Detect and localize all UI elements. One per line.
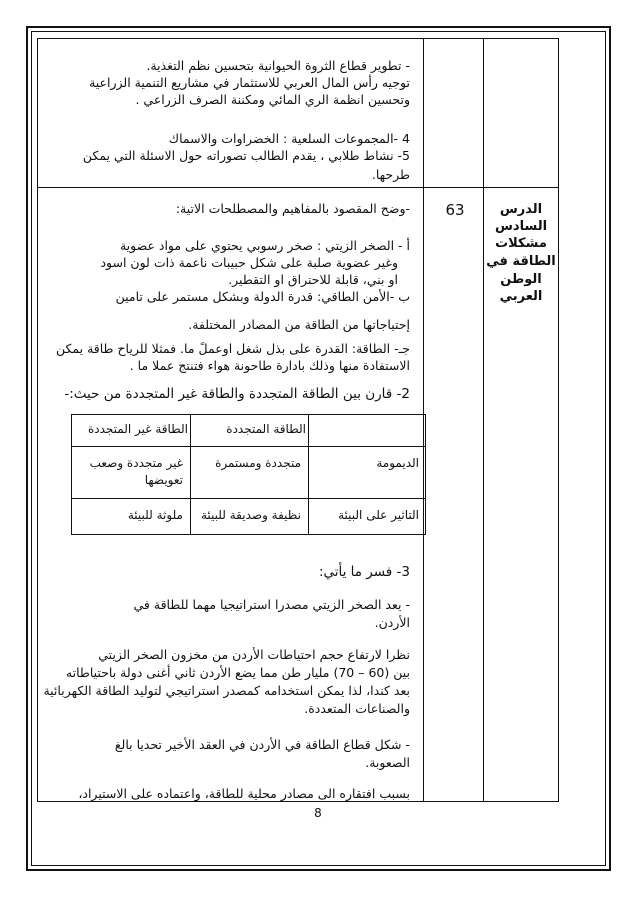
nonrenewable-environment: ملوثة للبيئة [127,508,183,522]
row1-line: - تطوير قطاع الثروة الحيوانية بتحسين نظم التغذية. [146,58,410,73]
comparison-row-divider [72,498,425,499]
term-a-line: وغير عضوية صلبة على شكل حبيبات ناعمة ذات لون اسود [100,255,398,270]
term-a-line: أ - الصخر الزيتي : صخر رسوبي يحتوي على مواد عضوية [119,238,410,253]
term-a-line: او بني، قابلة للاحتراق او التقطير. [228,272,398,287]
lesson-title-line: السادس [494,219,548,234]
lesson-title-line: الطاقة في [486,254,556,269]
row1-line: طرحها. [371,167,410,182]
criterion-permanence: الديمومة [376,456,419,470]
explanation-2-line: - شكل قطاع الطاقة في الأردن في العقد الأخير تحديا بالغ [114,737,410,752]
explanation-1-line: - يعد الصخر الزيتي مصدرا استراتيجيا مهما للطاقة في [133,597,410,612]
page-number: 8 [314,806,322,820]
nonrenewable-permanence: غير متجددة وصعب تعويضها [89,456,183,487]
comparison-col-divider [190,415,191,534]
lesson-title-line: مشكلات [495,236,547,251]
header-renewable: الطاقة المتجددة [226,422,306,436]
explanation-2-line: الصعوبة. [365,755,410,770]
explanation-1-answer-line: بعد كندا، لذا يمكن استخدامه كمصدر استراتيجي لتوليد الطاقة الكهربائية [43,683,410,698]
term-c-line: جـ- الطاقة: القدرة على بذل شغل اوعملً ما. فمثلا للرياح طاقة يمكن [55,341,410,356]
row-divider [38,187,558,188]
header-nonrenewable: الطاقة غير المتجددة [87,422,188,436]
question-3: 3- فسر ما يأتي: [318,564,410,580]
comparison-table [71,414,426,535]
comparison-row-divider [72,446,425,447]
renewable-environment: نظيفة وصديقة للبيئة [201,508,301,522]
question-2: 2- قارن بين الطاقة المتجددة والطاقة غير المتجددة من حيث:- [64,386,410,402]
term-c-line: الاستفادة منها وذلك بادارة طاحونة هواء فتنتج عملا ما . [129,358,410,373]
explanation-2-answer-line: بسبب افتقاره الى مصادر محلية للطاقة، واعتماده على الاستيراد، [78,786,410,801]
row1-line: 5- نشاط طلابي ، يقدم الطالب تصوراته حول الاسئلة التي يمكن [82,148,410,163]
lesson-hours: 63 [445,201,465,219]
row1-line: 4 -المجموعات السلعية : الخضراوات والاسماك [168,131,410,146]
comparison-col-divider [308,415,309,534]
column-divider-hours [483,39,484,801]
row1-line: توجيه رأس المال العربي للاستثمار في مشاريع التنمية الزراعية [89,75,410,90]
explanation-1-answer-line: نظرا لارتفاع حجم احتياطات الأردن من مخزون الصخر الزيتي [98,647,410,662]
explanation-1-line: الأردن. [374,615,410,630]
explanation-1-answer-line: والصناعات المتعددة. [304,701,410,716]
definitions-intro: -وضح المقصود بالمفاهيم والمصطلحات الاتية: [175,201,410,216]
criterion-environment: التاثير على البيئة [338,508,419,522]
row1-line: وتحسين انظمة الري المائي ومكننة الصرف الزراعي . [135,92,410,107]
term-b-line: إحتياجاتها من الطاقة من المصادر المختلفة. [188,317,410,332]
renewable-permanence: متجددة ومستمرة [215,456,301,470]
explanation-1-answer-line: بين (60 – 70) مليار طن مما يضع الأردن ثاني أغنى دولة باحتياطاته [65,665,410,680]
lesson-title-line: الوطن العربي [499,272,543,304]
lesson-title-line: الدرس [499,202,543,217]
term-b-line: ب -الأمن الطاقي: قدرة الدولة وبشكل مستمر على تامين [115,289,410,304]
